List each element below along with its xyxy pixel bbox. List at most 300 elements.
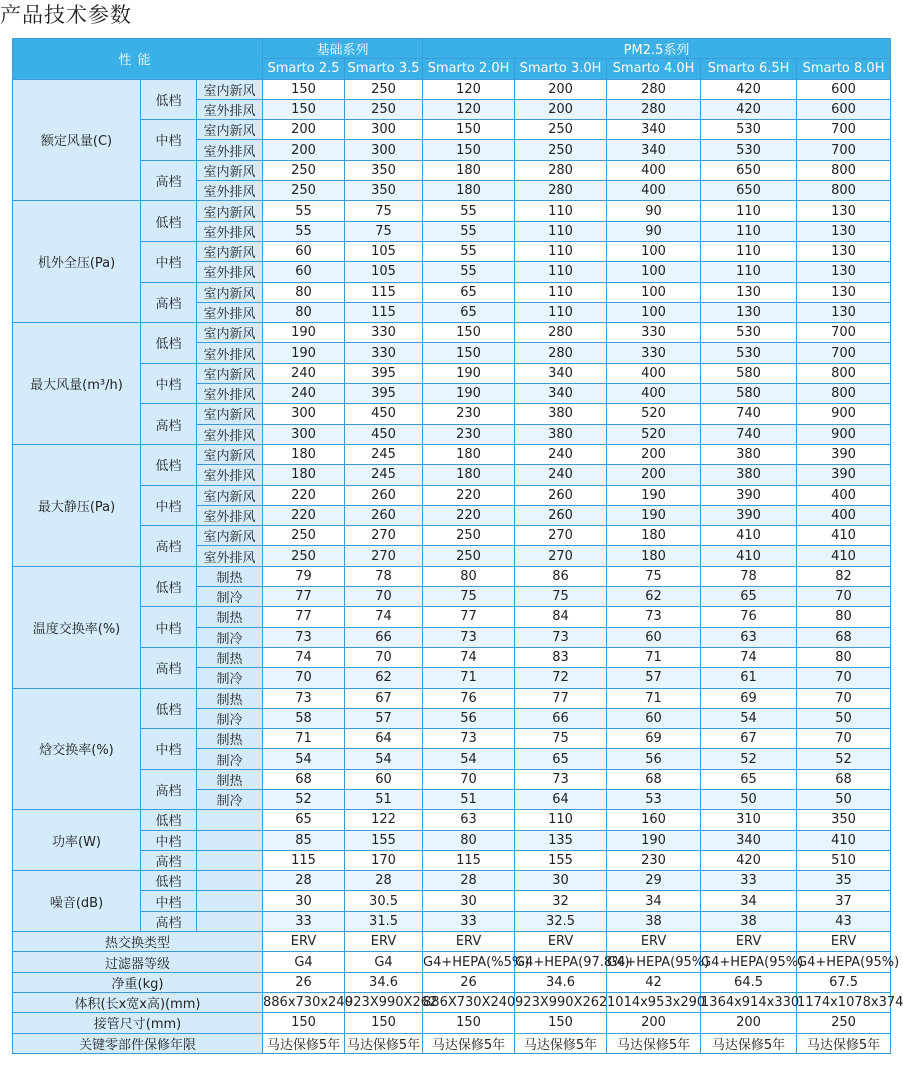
sub-label: 室外排风	[197, 221, 263, 241]
value-cell: 110	[701, 262, 797, 282]
sub-label: 室外排风	[197, 99, 263, 119]
value-cell: 190	[423, 384, 515, 404]
table-row	[13, 566, 891, 586]
value-cell: 260	[515, 505, 607, 525]
value-cell: 110	[515, 810, 607, 830]
value-cell: 70	[345, 647, 423, 667]
value-cell: 530	[701, 140, 797, 160]
value-cell: 270	[515, 526, 607, 546]
value-cell: 250	[515, 120, 607, 140]
value-cell: 28	[423, 871, 515, 891]
value-cell: 395	[345, 384, 423, 404]
table-row	[13, 871, 891, 891]
value-cell: ERV	[423, 932, 515, 952]
parameter-label: 热交换类型	[13, 932, 263, 952]
table-row	[13, 850, 891, 870]
value-cell: 78	[701, 566, 797, 586]
value-cell: 70	[423, 769, 515, 789]
blank-cell	[197, 830, 263, 850]
performance-header: 性能	[13, 39, 263, 80]
value-cell: 31.5	[345, 911, 423, 931]
value-cell: 43	[797, 911, 891, 931]
value-cell: 58	[263, 708, 345, 728]
blank-cell	[197, 850, 263, 870]
table-row	[13, 972, 891, 992]
sub-label: 室内新风	[197, 160, 263, 180]
value-cell: 马达保修5年	[797, 1033, 891, 1053]
value-cell: 26	[263, 972, 345, 992]
value-cell: 390	[701, 505, 797, 525]
value-cell: 150	[423, 140, 515, 160]
value-cell: ERV	[263, 932, 345, 952]
value-cell: 75	[345, 201, 423, 221]
value-cell: 50	[797, 789, 891, 809]
sub-label: 室内新风	[197, 444, 263, 464]
blank-cell	[197, 810, 263, 830]
table-row	[13, 952, 891, 972]
sub-label: 制热	[197, 769, 263, 789]
sub-label: 室内新风	[197, 282, 263, 302]
parameter-label: 接管尺寸(mm)	[13, 1013, 263, 1033]
value-cell: ERV	[607, 932, 701, 952]
value-cell: 400	[607, 181, 701, 201]
value-cell: 76	[423, 688, 515, 708]
value-cell: 155	[515, 850, 607, 870]
sub-label: 制冷	[197, 587, 263, 607]
parameter-label: 焓交换率(%)	[13, 688, 141, 810]
value-cell: 71	[423, 668, 515, 688]
value-cell: 56	[423, 708, 515, 728]
value-cell: 56	[607, 749, 701, 769]
value-cell: 32	[515, 891, 607, 911]
table-row	[13, 160, 891, 180]
sub-label: 制热	[197, 647, 263, 667]
model-header: Smarto 8.0H	[797, 59, 891, 79]
value-cell: 63	[701, 627, 797, 647]
sub-label: 室外排风	[197, 302, 263, 322]
value-cell: 580	[701, 363, 797, 383]
sub-label: 室外排风	[197, 181, 263, 201]
value-cell: 340	[701, 830, 797, 850]
value-cell: 82	[797, 566, 891, 586]
value-cell: 115	[423, 850, 515, 870]
value-cell: 75	[607, 566, 701, 586]
value-cell: 280	[515, 181, 607, 201]
value-cell: 71	[263, 729, 345, 749]
value-cell: 马达保修5年	[701, 1033, 797, 1053]
parameter-label: 最大风量(m³/h)	[13, 323, 141, 445]
value-cell: 51	[423, 789, 515, 809]
value-cell: 923X990X262	[515, 992, 607, 1012]
value-cell: 63	[423, 810, 515, 830]
level-label: 低档	[141, 444, 197, 485]
value-cell: 130	[701, 302, 797, 322]
value-cell: 74	[345, 607, 423, 627]
value-cell: 330	[607, 343, 701, 363]
parameter-label: 最大静压(Pa)	[13, 444, 141, 566]
value-cell: 510	[797, 850, 891, 870]
value-cell: 110	[701, 241, 797, 261]
value-cell: 83	[515, 647, 607, 667]
level-label: 低档	[141, 201, 197, 242]
value-cell: 340	[607, 140, 701, 160]
value-cell: 35	[797, 871, 891, 891]
level-label: 中档	[141, 241, 197, 282]
value-cell: 74	[423, 647, 515, 667]
value-cell: 390	[797, 465, 891, 485]
value-cell: 75	[515, 729, 607, 749]
value-cell: 130	[797, 262, 891, 282]
value-cell: 77	[263, 587, 345, 607]
value-cell: 60	[607, 708, 701, 728]
value-cell: 450	[345, 404, 423, 424]
level-label: 低档	[141, 871, 197, 891]
value-cell: 150	[423, 343, 515, 363]
sub-label: 室内新风	[197, 120, 263, 140]
value-cell: 110	[515, 302, 607, 322]
value-cell: 250	[263, 546, 345, 566]
value-cell: 55	[263, 221, 345, 241]
value-cell: 800	[797, 181, 891, 201]
value-cell: 60	[263, 262, 345, 282]
value-cell: 245	[345, 444, 423, 464]
value-cell: 700	[797, 140, 891, 160]
value-cell: 740	[701, 404, 797, 424]
level-label: 中档	[141, 607, 197, 648]
value-cell: 180	[607, 546, 701, 566]
value-cell: 33	[423, 911, 515, 931]
sub-label: 室内新风	[197, 526, 263, 546]
value-cell: 130	[797, 241, 891, 261]
value-cell: 450	[345, 424, 423, 444]
sub-label: 室外排风	[197, 343, 263, 363]
value-cell: 55	[423, 221, 515, 241]
sub-label: 室内新风	[197, 404, 263, 424]
value-cell: 80	[423, 566, 515, 586]
table-row	[13, 485, 891, 505]
value-cell: 300	[263, 424, 345, 444]
table-row	[13, 769, 891, 789]
value-cell: 65	[423, 302, 515, 322]
value-cell: 65	[423, 282, 515, 302]
value-cell: 180	[423, 444, 515, 464]
value-cell: 80	[797, 607, 891, 627]
level-label: 低档	[141, 810, 197, 830]
value-cell: 420	[701, 99, 797, 119]
value-cell: 420	[701, 79, 797, 99]
value-cell: 64.5	[701, 972, 797, 992]
value-cell: 155	[345, 830, 423, 850]
value-cell: 530	[701, 343, 797, 363]
table-row	[13, 1013, 891, 1033]
value-cell: 69	[607, 729, 701, 749]
value-cell: 410	[797, 546, 891, 566]
level-label: 高档	[141, 282, 197, 323]
value-cell: 马达保修5年	[515, 1033, 607, 1053]
value-cell: 65	[263, 810, 345, 830]
value-cell: 75	[515, 587, 607, 607]
value-cell: 220	[263, 485, 345, 505]
value-cell: G4+HEPA(95%)	[607, 952, 701, 972]
value-cell: 37	[797, 891, 891, 911]
table-row	[13, 992, 891, 1012]
value-cell: 1364x914x330	[701, 992, 797, 1012]
value-cell: 110	[515, 201, 607, 221]
value-cell: 740	[701, 424, 797, 444]
value-cell: 180	[423, 465, 515, 485]
value-cell: 130	[797, 302, 891, 322]
value-cell: 80	[263, 282, 345, 302]
value-cell: 230	[423, 424, 515, 444]
value-cell: 190	[607, 485, 701, 505]
value-cell: 72	[515, 668, 607, 688]
value-cell: 54	[701, 708, 797, 728]
level-label: 高档	[141, 526, 197, 567]
value-cell: ERV	[345, 932, 423, 952]
value-cell: 190	[607, 830, 701, 850]
value-cell: 650	[701, 181, 797, 201]
table-row	[13, 363, 891, 383]
value-cell: 74	[263, 647, 345, 667]
value-cell: 200	[263, 140, 345, 160]
sub-label: 制热	[197, 566, 263, 586]
value-cell: 64	[345, 729, 423, 749]
value-cell: 65	[701, 769, 797, 789]
value-cell: 410	[701, 526, 797, 546]
value-cell: 180	[263, 444, 345, 464]
value-cell: 886x730x240	[263, 992, 345, 1012]
value-cell: 270	[345, 546, 423, 566]
value-cell: 68	[797, 769, 891, 789]
value-cell: 390	[701, 485, 797, 505]
value-cell: 150	[345, 1013, 423, 1033]
value-cell: 80	[797, 647, 891, 667]
value-cell: 马达保修5年	[345, 1033, 423, 1053]
value-cell: 70	[263, 668, 345, 688]
value-cell: 923X990X262	[345, 992, 423, 1012]
value-cell: 57	[607, 668, 701, 688]
blank-cell	[197, 871, 263, 891]
value-cell: 240	[263, 363, 345, 383]
value-cell: 800	[797, 363, 891, 383]
value-cell: 600	[797, 79, 891, 99]
model-header: Smarto 3.0H	[515, 59, 607, 79]
value-cell: 200	[515, 99, 607, 119]
value-cell: 30.5	[345, 891, 423, 911]
value-cell: 180	[423, 160, 515, 180]
model-header: Smarto 6.5H	[701, 59, 797, 79]
value-cell: 70	[797, 688, 891, 708]
value-cell: 350	[797, 810, 891, 830]
level-label: 高档	[141, 911, 197, 931]
value-cell: 38	[701, 911, 797, 931]
value-cell: 54	[263, 749, 345, 769]
sub-label: 制热	[197, 688, 263, 708]
value-cell: 75	[345, 221, 423, 241]
value-cell: 30	[263, 891, 345, 911]
value-cell: 90	[607, 221, 701, 241]
sub-label: 制冷	[197, 627, 263, 647]
value-cell: 220	[423, 505, 515, 525]
level-label: 高档	[141, 647, 197, 688]
value-cell: 67	[345, 688, 423, 708]
value-cell: 77	[423, 607, 515, 627]
value-cell: 33	[701, 871, 797, 891]
value-cell: 170	[345, 850, 423, 870]
sub-label: 室内新风	[197, 241, 263, 261]
value-cell: 65	[701, 587, 797, 607]
value-cell: 270	[515, 546, 607, 566]
value-cell: 73	[423, 627, 515, 647]
value-cell: 74	[701, 647, 797, 667]
sub-label: 室外排风	[197, 140, 263, 160]
model-header: Smarto 3.5	[345, 59, 423, 79]
value-cell: 62	[345, 668, 423, 688]
value-cell: 395	[345, 363, 423, 383]
value-cell: G4+HEPA(%5%)	[423, 952, 515, 972]
value-cell: 250	[263, 160, 345, 180]
value-cell: 105	[345, 241, 423, 261]
value-cell: 180	[423, 181, 515, 201]
value-cell: 110	[515, 282, 607, 302]
value-cell: 130	[797, 282, 891, 302]
parameter-label: 净重(kg)	[13, 972, 263, 992]
value-cell: 69	[701, 688, 797, 708]
value-cell: 390	[797, 444, 891, 464]
value-cell: 300	[345, 140, 423, 160]
parameter-label: 关键零部件保修年限	[13, 1033, 263, 1053]
value-cell: 32.5	[515, 911, 607, 931]
value-cell: 886X730X240	[423, 992, 515, 1012]
value-cell: 410	[701, 546, 797, 566]
value-cell: 380	[701, 444, 797, 464]
sub-label: 室内新风	[197, 79, 263, 99]
level-label: 中档	[141, 891, 197, 911]
value-cell: 150	[263, 99, 345, 119]
level-label: 中档	[141, 363, 197, 404]
value-cell: 200	[701, 1013, 797, 1033]
value-cell: 52	[797, 749, 891, 769]
value-cell: 900	[797, 404, 891, 424]
value-cell: 85	[263, 830, 345, 850]
value-cell: 53	[607, 789, 701, 809]
value-cell: 79	[263, 566, 345, 586]
parameter-label: 温度交换率(%)	[13, 566, 141, 688]
blank-cell	[197, 911, 263, 931]
table-row	[13, 729, 891, 749]
table-row	[13, 444, 891, 464]
spec-table	[12, 38, 903, 1054]
value-cell: 300	[345, 120, 423, 140]
level-label: 低档	[141, 323, 197, 364]
value-cell: 340	[515, 363, 607, 383]
parameter-label: 机外全压(Pa)	[13, 201, 141, 323]
value-cell: 245	[345, 465, 423, 485]
value-cell: 800	[797, 160, 891, 180]
value-cell: 60	[345, 769, 423, 789]
value-cell: 380	[701, 465, 797, 485]
value-cell: 580	[701, 384, 797, 404]
value-cell: 520	[607, 424, 701, 444]
value-cell: 80	[423, 830, 515, 850]
value-cell: 马达保修5年	[423, 1033, 515, 1053]
level-label: 高档	[141, 160, 197, 201]
value-cell: 77	[515, 688, 607, 708]
table-row	[13, 526, 891, 546]
value-cell: ERV	[797, 932, 891, 952]
sub-label: 室外排风	[197, 505, 263, 525]
value-cell: 310	[701, 810, 797, 830]
value-cell: 34.6	[515, 972, 607, 992]
value-cell: 190	[263, 343, 345, 363]
value-cell: 380	[515, 424, 607, 444]
pm25-series-header: PM2.5系列	[423, 39, 891, 59]
value-cell: 190	[607, 505, 701, 525]
parameter-label: 噪音(dB)	[13, 871, 141, 932]
value-cell: 800	[797, 384, 891, 404]
value-cell: 110	[515, 221, 607, 241]
value-cell: 200	[607, 444, 701, 464]
sub-label: 室内新风	[197, 201, 263, 221]
value-cell: 200	[263, 120, 345, 140]
table-row	[13, 647, 891, 667]
value-cell: 50	[701, 789, 797, 809]
value-cell: 410	[797, 830, 891, 850]
basic-series-header: 基础系列	[263, 39, 423, 59]
table-row	[13, 810, 891, 830]
value-cell: 100	[607, 262, 701, 282]
value-cell: 57	[345, 708, 423, 728]
value-cell: 240	[515, 465, 607, 485]
value-cell: 330	[607, 323, 701, 343]
value-cell: 42	[607, 972, 701, 992]
value-cell: 110	[701, 201, 797, 221]
value-cell: 250	[423, 526, 515, 546]
value-cell: 230	[607, 850, 701, 870]
parameter-label: 功率(W)	[13, 810, 141, 871]
value-cell: 马达保修5年	[263, 1033, 345, 1053]
level-label: 高档	[141, 850, 197, 870]
sub-label: 制冷	[197, 749, 263, 769]
sub-label: 室外排风	[197, 262, 263, 282]
value-cell: 135	[515, 830, 607, 850]
value-cell: 52	[263, 789, 345, 809]
value-cell: 71	[607, 688, 701, 708]
value-cell: 73	[423, 729, 515, 749]
value-cell: G4	[263, 952, 345, 972]
level-label: 中档	[141, 830, 197, 850]
value-cell: 66	[345, 627, 423, 647]
value-cell: 190	[263, 323, 345, 343]
value-cell: 420	[701, 850, 797, 870]
value-cell: 60	[607, 627, 701, 647]
sub-label: 室内新风	[197, 323, 263, 343]
value-cell: 340	[607, 120, 701, 140]
value-cell: 52	[701, 749, 797, 769]
value-cell: 55	[423, 262, 515, 282]
level-label: 中档	[141, 729, 197, 770]
value-cell: 250	[423, 546, 515, 566]
parameter-label: 过滤器等级	[13, 952, 263, 972]
sub-label: 制热	[197, 607, 263, 627]
value-cell: 86	[515, 566, 607, 586]
value-cell: 120	[423, 99, 515, 119]
value-cell: 67	[701, 729, 797, 749]
model-header: Smarto 4.0H	[607, 59, 701, 79]
value-cell: 115	[263, 850, 345, 870]
value-cell: 55	[423, 241, 515, 261]
value-cell: 330	[345, 323, 423, 343]
